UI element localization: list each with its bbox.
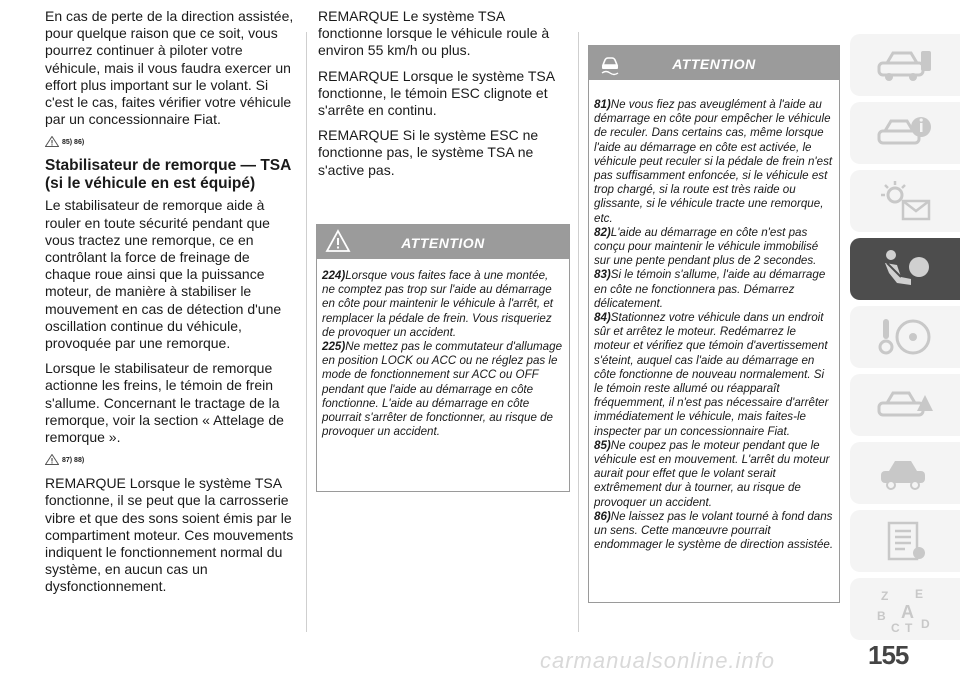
warning-title: ATTENTION — [401, 235, 485, 251]
warning-body — [589, 80, 839, 561]
warning-box-81-86 — [588, 45, 840, 603]
svg-text:C: C — [891, 621, 900, 634]
tab-starting-driving[interactable] — [850, 306, 960, 368]
airbag-person-icon — [875, 247, 935, 291]
warning-item-86: 86)Ne laissez pas le volant tourné à fond dans un sens. Cette manœuvre pourrait endommager le système de direction assistée. — [594, 509, 834, 552]
warning-item-85: 85)Ne coupez pas le moteur pendant que le véhicule est en mouvement. L'arrêt du moteur aurait pour effet que le volant serait extrêmement dur à tourner, au risque de provoquer un accident. — [594, 438, 830, 509]
tab-technical-data[interactable] — [850, 510, 960, 572]
tab-emergency[interactable] — [850, 374, 960, 436]
warning-refs-85-86: 85) 86) — [45, 136, 295, 147]
column-2 — [318, 8, 570, 187]
warning-item-81: 81)Ne vous fiez pas aveuglément à l'aide au démarrage en côte pour empêcher le véhicule de reculer. Dans certains cas, même lorsque l'aide au démarrage en côte est activée, le véhicule peut reculer si la pédale de frein n'est pas suffisamment enfoncée, si le véhicule est trop chargé, si la route est très raide ou glissante, si le véhicule tracte une remorque, etc. — [594, 98, 833, 225]
tab-index[interactable] — [850, 578, 960, 640]
svg-text:B: B — [877, 609, 886, 623]
warning-body — [317, 259, 569, 447]
warning-item-82: 82)L'aide au démarrage en côte n'est pas conçu pour maintenir le véhicule immobilisé sur une pente pendant plus de 2 secondes. — [594, 225, 819, 268]
warning-lights-icon — [875, 179, 935, 223]
svg-text:D: D — [921, 617, 930, 631]
column-divider — [306, 32, 307, 632]
section-heading-tsa: Stabilisateur de remorque — TSA (si le véhicule en est équipé) — [45, 157, 291, 193]
svg-text:Z: Z — [881, 589, 889, 603]
warning-box-224-225 — [316, 224, 570, 492]
tab-safety[interactable] — [850, 238, 960, 300]
warning-triangle-icon — [45, 454, 59, 465]
warning-triangle-icon — [45, 136, 59, 147]
paragraph-tsa-remark: REMARQUE Lorsque le système TSA fonctionne, il se peut que la carrosserie vibre et que des sons soient émis par le compartiment moteur. Ces mouvements indiquent le fonctionnement normal du système, en aucun cas un dysfonctionnement. — [45, 475, 294, 595]
tab-dashboard[interactable] — [850, 34, 960, 96]
car-info-icon — [875, 113, 935, 153]
paragraph-power-steering: En cas de perte de la direction assistée, pour quelque raison que ce soit, vous pourrez continuer à piloter votre véhicule, mais il vous faudra exercer un effort plus important sur le volant. Si c'est le cas, faites vérifier votre véhicule par un concessionnaire Fiat. — [45, 8, 294, 128]
car-dashboard-icon — [875, 45, 935, 85]
tab-servicing[interactable] — [850, 442, 960, 504]
page-number: 155 — [868, 640, 909, 670]
warning-item-84: 84)Stationnez votre véhicule dans un endroit sûr et arrêtez le moteur. Redémarrez le moteur et vérifiez que témoin d'avertissement s'éteint, auquel cas l'aide au démarrage en côte fonctionne de nouveau normalement. Si le témoin reste allumé ou réapparaît fréquemment, il n'est pas nécessaire d'arrêter immédiatement le véhicule, mais faites-le inspecter par un concessionnaire Fiat. — [594, 311, 829, 438]
remark-esc-off: REMARQUE Si le système ESC ne fonctionne pas, le système TSA ne s'active pas. — [318, 127, 539, 178]
column-1 — [45, 8, 295, 604]
remark-speed: REMARQUE Le système TSA fonctionne lorsque le véhicule roule à environ 55 km/h ou plus. — [318, 8, 550, 59]
remark-esc-flash: REMARQUE Lorsque le système TSA fonctionne, le témoin ESC clignote et s'arrête en continu. — [318, 67, 555, 119]
warning-item-83: 83)Si le témoin s'allume, l'aide au démarrage en côte ne fonctionnera pas. Démarrez délicatement. — [594, 268, 826, 310]
steering-key-icon — [875, 315, 935, 359]
tab-getting-to-know[interactable] — [850, 102, 960, 164]
warning-refs-87-88: 87) 88) — [45, 454, 295, 465]
breakdown-car-icon — [875, 385, 935, 425]
column-divider — [578, 32, 579, 632]
warning-title: ATTENTION — [672, 56, 756, 72]
warning-header — [589, 46, 839, 80]
car-service-icon — [875, 453, 935, 493]
svg-text:E: E — [915, 587, 924, 601]
alphabetical-index-icon — [875, 584, 935, 634]
svg-text:A: A — [901, 602, 914, 622]
warning-item-224: 224)Lorsque vous faites face à une montée, ne comptez pas trop sur l'aide au démarrage en côte pour maintenir le véhicule à l'arrêt, et remplacer la pédale de frein. Vous risqueriez de provoquer un accident. — [322, 269, 553, 339]
warning-item-225: 225)Ne mettez pas le commutateur d'allumage en position LOCK ou ACC ou ne réglez pas le mode de fonctionnement sur ACC ou OFF pendant que l'aide au démarrage en côte fonctionne. L'aide au démarrage en côte pourrait s'arrêter de fonctionner, au risque de provoquer un accident. — [322, 340, 563, 439]
tech-specs-icon — [875, 519, 935, 563]
chapter-tabs — [850, 34, 960, 646]
paragraph-tsa-brakes: Lorsque le stabilisateur de remorque actionne les freins, le témoin de frein s'allume. Concernant le tractage de la remorque, voir la section « Attelage de remorque ». — [45, 360, 284, 446]
warning-header — [317, 225, 569, 259]
paragraph-tsa-intro: Le stabilisateur de remorque aide à rouler en toute sécurité pendant que vous tractez une remorque, ce en contrôlant la force de freinage de chaque roue ainsi que la puissance moteur, de manière à stabiliser le mouvement en cas de détection d'une oscillation continue du véhicule, provoquée par une remorque. — [45, 197, 282, 352]
watermark: carmanualsonline.info — [540, 648, 776, 673]
svg-text:T: T — [905, 621, 913, 634]
tab-warning-lights[interactable] — [850, 170, 960, 232]
